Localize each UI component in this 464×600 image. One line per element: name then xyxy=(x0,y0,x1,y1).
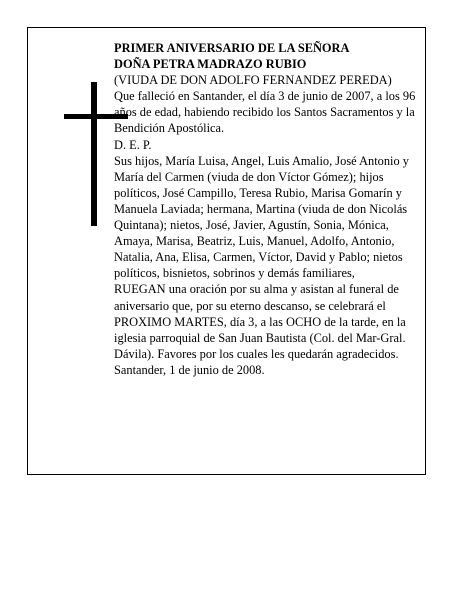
place-date: Santander, 1 de junio de 2008. xyxy=(114,362,265,377)
notice-text xyxy=(114,40,422,378)
funeral-request: RUEGAN una oración por su alma y asistan al funeral de aniversario que, por su eterno descanso, se celebrará el PROXIMO MARTES, día 3, a las OCHO de la tarde, en la iglesia parroquial de San Juan Bautista (Col. del Mar-Gral. Dávila). Favores por los cuales les quedarán agradecidos. xyxy=(114,282,406,361)
heading-line-2: DOÑA PETRA MADRAZO RUBIO xyxy=(114,57,307,72)
cross-vertical-bar xyxy=(91,82,97,226)
heading-line-1: PRIMER ANIVERSARIO DE LA SEÑORA xyxy=(114,41,350,55)
widow-line: (VIUDA DE DON ADOLFO FERNANDEZ PEREDA) xyxy=(114,73,392,88)
family-list: Sus hijos, María Luisa, Angel, Luis Amalio, José Antonio y María del Carmen (viuda de don Víctor Gómez); hijos políticos, José Campillo, Teresa Rubio, Marisa Gomarín y Manuela Laviada; hermana, Martina (viuda de don Nicolás Quintana); nietos, José, Javier, Agustín, Sonia, Mónica, Amaya, Marisa, Beatriz, Luis, Manuel, Adolfo, Antonio, Natalia, Ana, Elisa, Carmen, Víctor, David y Pablo; nietos políticos, bisnietos, sobrinos y demás familiares, xyxy=(114,153,409,281)
rip-line: D. E. P. xyxy=(114,137,152,152)
death-info: Que falleció en Santander, el día 3 de junio de 2007, a los 96 años de edad, habiendo recibido los Santos Sacramentos y la Bendición Apostólica. xyxy=(114,89,416,136)
